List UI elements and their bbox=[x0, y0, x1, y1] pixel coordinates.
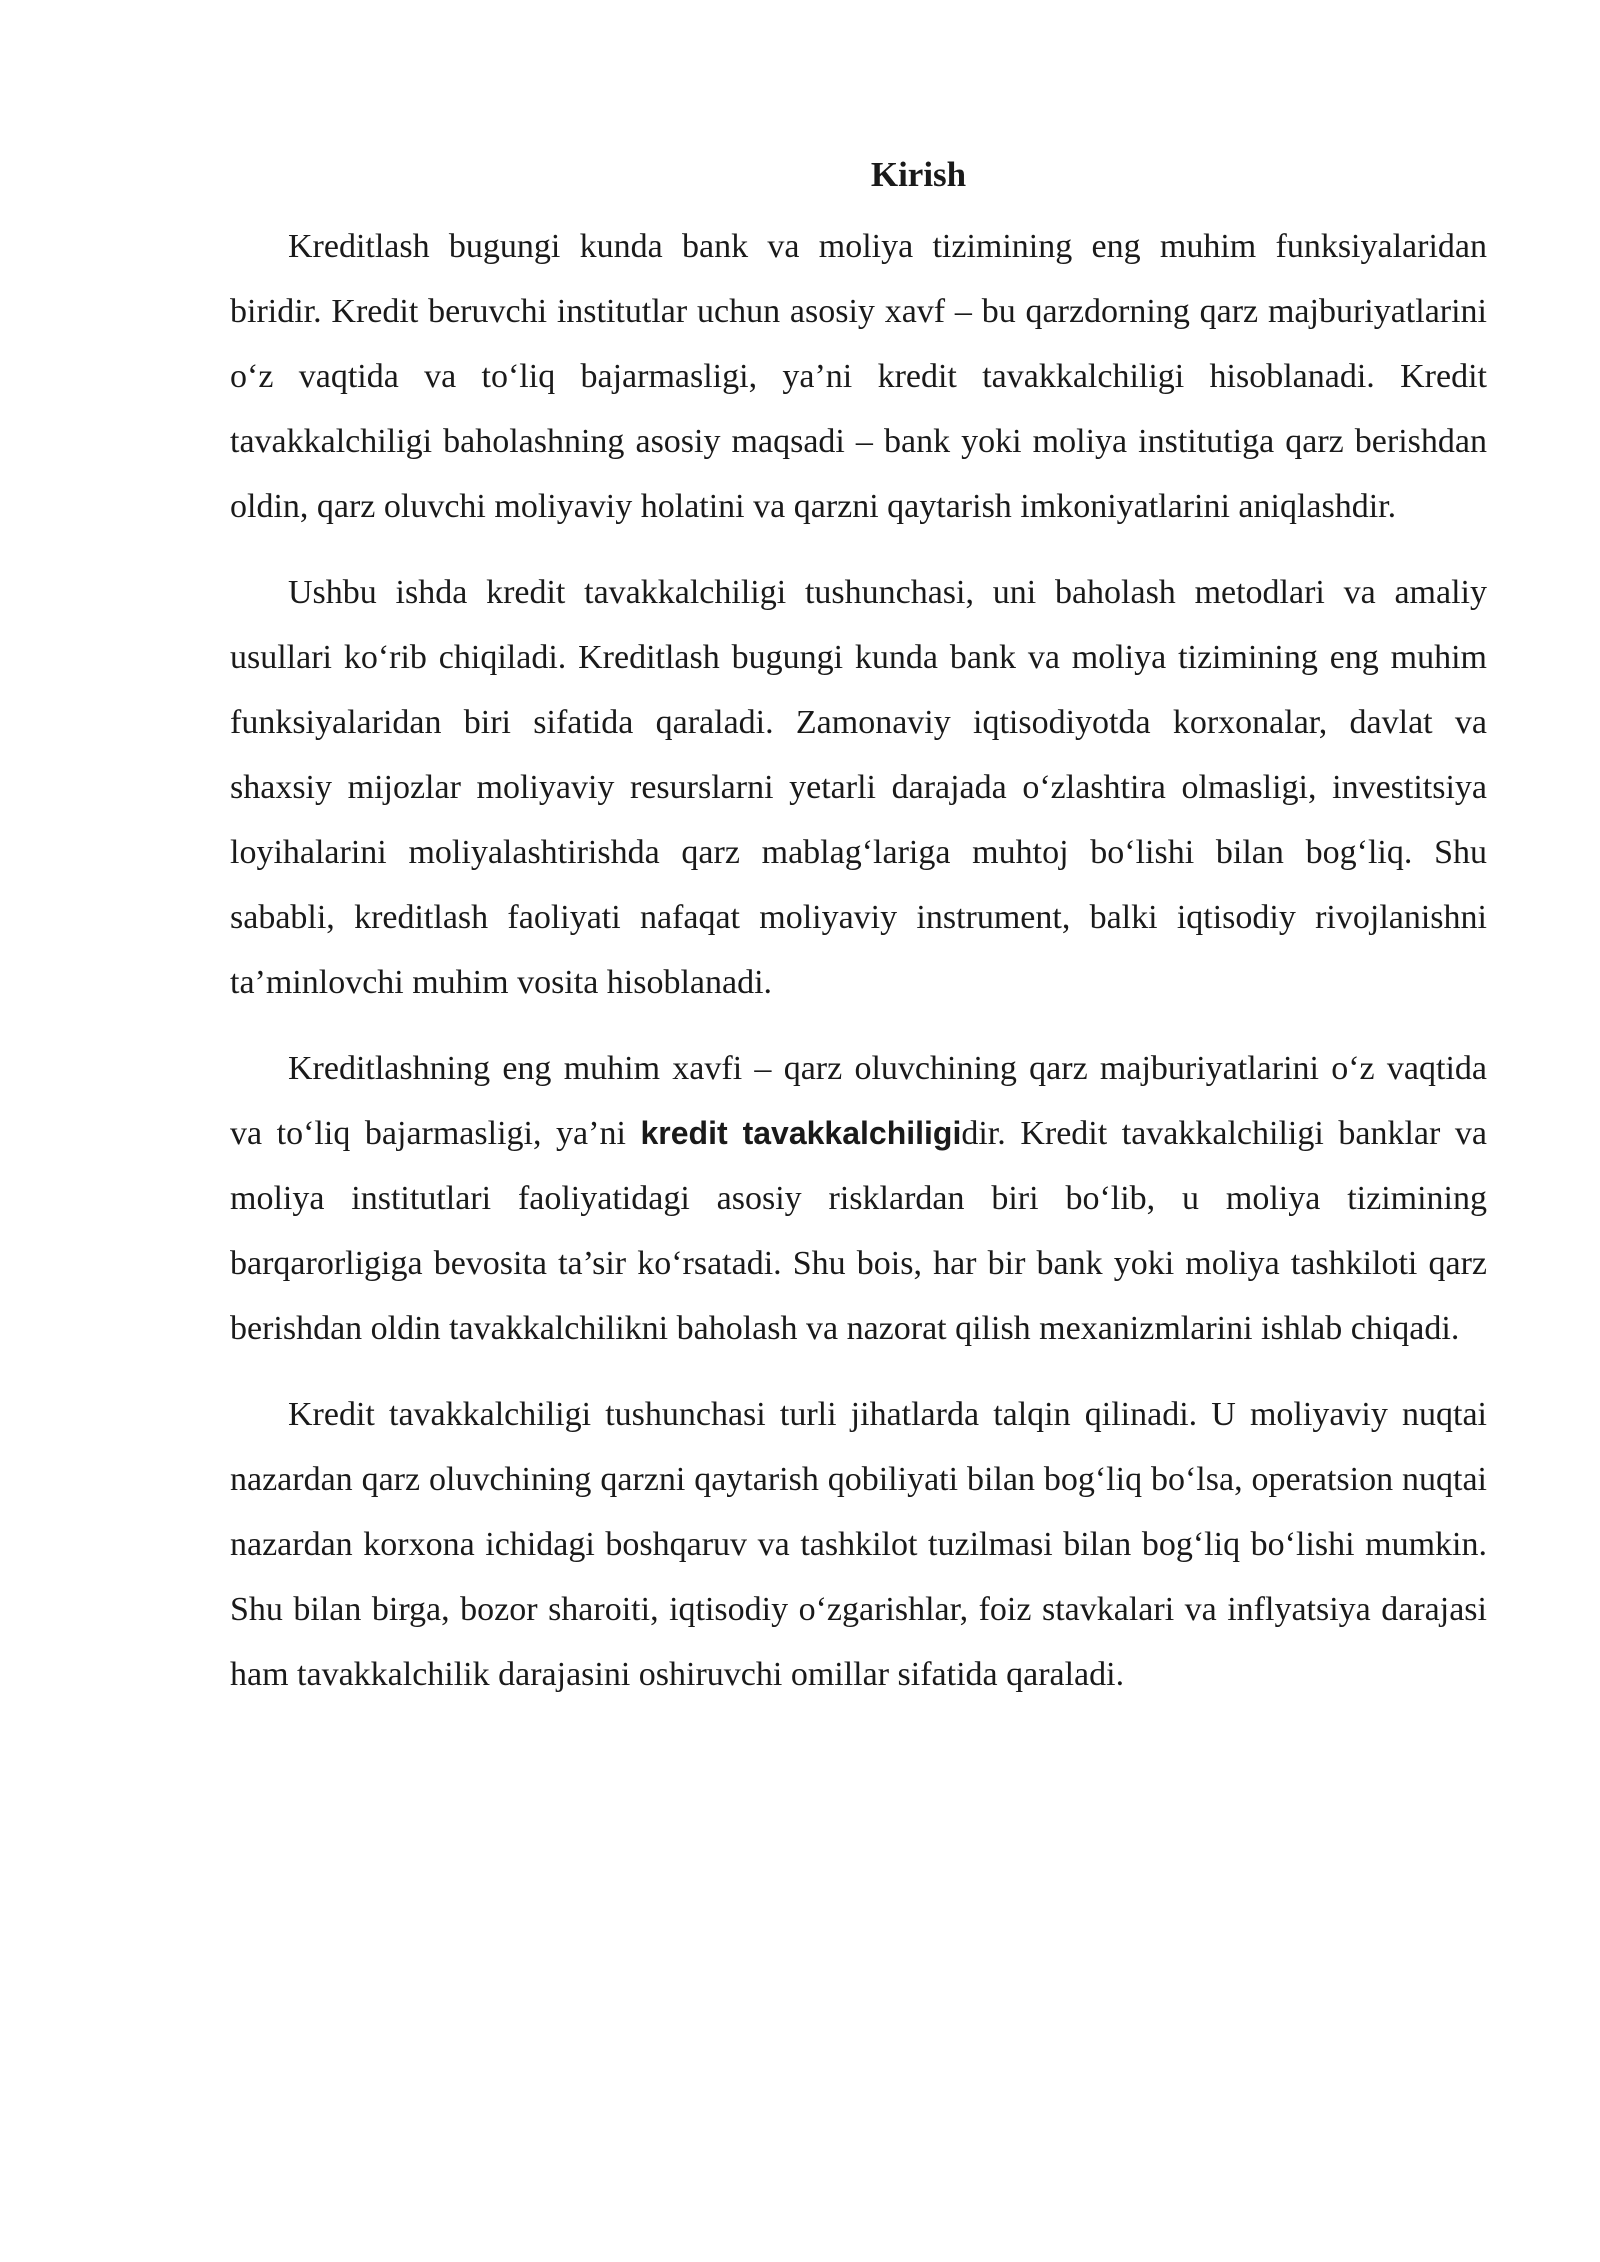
paragraph-3-text-after: dir. Kredit tavakkalchiligi banklar va moliya institutlari faoliyatidagi asosiy risklardan biri bo‘lib, u moliya tizimining barqarorligiga bevosita ta’sir ko‘rsatadi. Shu bois, har bir bank yoki moliya tashkiloti qarz berishdan oldin tavakkalchilikni baholash va nazorat qilish mexanizmlarini ishlab chiqadi. bbox=[230, 1115, 1487, 1347]
paragraph-4: Kredit tavakkalchiligi tushunchasi turli jihatlarda talqin qilinadi. U moliyaviy nuqtai nazardan qarz oluvchining qarzni qaytarish qobiliyati bilan bog‘liq bo‘lsa, operatsion nuqtai nazardan korxona ichidagi boshqaruv va tashkilot tuzilmasi bilan bog‘liq bo‘lishi mumkin. Shu bilan birga, bozor sharoiti, iqtisodiy o‘zgarishlar, foiz stavkalari va inflyatsiya darajasi ham tavakkalchilik darajasini oshiruvchi omillar sifatida qaraladi. bbox=[230, 1396, 1487, 1693]
paragraph-3 bbox=[230, 1036, 1487, 1361]
paragraph-1: Kreditlash bugungi kunda bank va moliya tizimining eng muhim funksiyalaridan biridir. Kredit beruvchi institutlar uchun asosiy xavf – bu qarzdorning qarz majburiyatlarini o‘z vaqtida va to‘liq bajarmasligi, ya’ni kredit tavakkalchiligi hisoblanadi. Kredit tavakkalchiligi baholashning asosiy maqsadi – bank yoki moliya institutiga qarz berishdan oldin, qarz oluvchi moliyaviy holatini va qarzni qaytarish imkoniyatlarini aniqlashdir. bbox=[230, 228, 1487, 525]
paragraph-2: Ushbu ishda kredit tavakkalchiligi tushunchasi, uni baholash metodlari va amaliy usullari ko‘rib chiqiladi. Kreditlash bugungi kunda bank va moliya tizimining eng muhim funksiyalaridan biri sifatida qaraladi. Zamonaviy iqtisodiyotda korxonalar, davlat va shaxsiy mijozlar moliyaviy resurslarni yetarli darajada o‘zlashtira olmasligi, investitsiya loyihalarini moliyalashtirishda qarz mablag‘lariga muhtoj bo‘lishi bilan bog‘liq. Shu sababli, kreditlash faoliyati nafaqat moliyaviy instrument, balki iqtisodiy rivojlanishni ta’minlovchi muhim vosita hisoblanadi. bbox=[230, 574, 1487, 1001]
bold-term-credit-risk: kredit tavakkalchiligi bbox=[640, 1115, 962, 1151]
section-title: Kirish bbox=[870, 155, 967, 194]
document-body bbox=[230, 150, 1487, 1728]
paragraph-3-text-before: Kreditlashning eng muhim xavfi – qarz oluvchining qarz majburiyatlarini o‘z vaqtida va to‘liq bajarmasligi, ya’ni bbox=[230, 1050, 1487, 1152]
